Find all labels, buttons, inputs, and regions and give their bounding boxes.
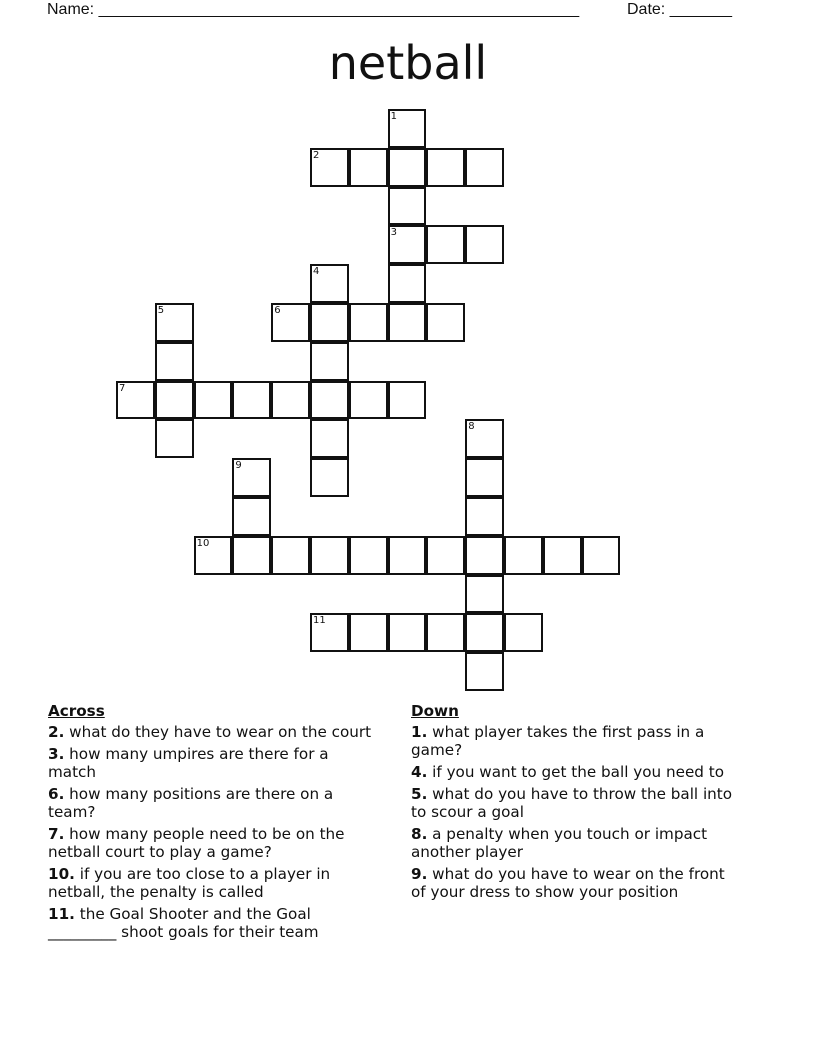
clue-number: 2 — [313, 149, 320, 161]
grid-cell[interactable] — [465, 652, 504, 691]
across-clue — [48, 745, 378, 781]
date-field[interactable]: Date: _______ — [627, 1, 732, 18]
down-clue — [411, 865, 741, 901]
clue-num: 11. — [48, 905, 75, 923]
across-clues — [48, 702, 378, 945]
grid-cell[interactable] — [388, 187, 427, 226]
grid-cell[interactable] — [310, 536, 349, 575]
grid-cell[interactable] — [465, 458, 504, 497]
clue-number: 1 — [390, 111, 397, 122]
grid-cell[interactable] — [465, 148, 504, 187]
grid-cell[interactable] — [232, 458, 271, 497]
clue-num: 10. — [48, 865, 75, 883]
grid-cell[interactable] — [310, 303, 349, 342]
grid-cell[interactable] — [388, 613, 427, 652]
clue-number: 10 — [196, 537, 210, 549]
clue-text: a penalty when you touch or impact another player — [411, 825, 708, 861]
grid-cell[interactable] — [582, 536, 621, 575]
grid-cell[interactable] — [271, 536, 310, 575]
clue-num: 3. — [48, 745, 65, 763]
grid-cell[interactable] — [388, 109, 427, 148]
grid-cell[interactable] — [465, 419, 504, 458]
grid-cell[interactable] — [426, 613, 465, 652]
clue-text: what do you have to wear on the front of your dress to show your position — [411, 865, 725, 901]
down-clues — [411, 702, 741, 905]
grid-cell[interactable] — [271, 381, 310, 420]
grid-cell[interactable] — [465, 225, 504, 264]
grid-cell[interactable] — [232, 497, 271, 536]
grid-cell[interactable] — [232, 536, 271, 575]
grid-cell[interactable] — [426, 148, 465, 187]
clue-text: if you are too close to a player in netball, the penalty is called — [48, 865, 331, 901]
clue-num: 2. — [48, 723, 65, 741]
clue-number: 4 — [313, 266, 320, 278]
across-heading: Across — [48, 702, 105, 720]
clue-num: 9. — [411, 865, 428, 883]
grid-cell[interactable] — [232, 381, 271, 420]
grid-cell[interactable] — [310, 264, 349, 303]
across-clue — [48, 825, 378, 861]
down-clue — [411, 785, 741, 821]
clue-text: the Goal Shooter and the Goal _________ shoot goals for their team — [48, 905, 319, 941]
grid-cell[interactable] — [349, 381, 388, 420]
grid-cell[interactable] — [349, 303, 388, 342]
clue-text: what player takes the first pass in a game? — [411, 723, 705, 759]
clue-text: how many people need to be on the netball court to play a game? — [48, 825, 345, 861]
grid-cell[interactable] — [388, 536, 427, 575]
grid-cell[interactable] — [349, 148, 388, 187]
clue-number: 8 — [468, 421, 475, 433]
grid-cell[interactable] — [310, 381, 349, 420]
clue-num: 4. — [411, 763, 428, 781]
grid-cell[interactable] — [116, 381, 155, 420]
clue-num: 5. — [411, 785, 428, 803]
name-field[interactable]: Name: ______________________________________________________ — [47, 1, 580, 18]
grid-cell[interactable] — [310, 342, 349, 381]
clue-num: 1. — [411, 723, 428, 741]
grid-cell[interactable] — [310, 613, 349, 652]
grid-cell[interactable] — [388, 148, 427, 187]
grid-cell[interactable] — [388, 381, 427, 420]
clue-number: 6 — [274, 305, 281, 316]
down-clue — [411, 723, 741, 759]
grid-cell[interactable] — [426, 303, 465, 342]
across-clue — [48, 723, 378, 741]
clue-num: 6. — [48, 785, 65, 803]
grid-cell[interactable] — [194, 381, 233, 420]
clue-number: 3 — [390, 227, 397, 239]
clue-number: 7 — [119, 382, 126, 394]
grid-cell[interactable] — [543, 536, 582, 575]
grid-cell[interactable] — [465, 536, 504, 575]
grid-cell[interactable] — [504, 613, 543, 652]
down-heading: Down — [411, 702, 459, 720]
grid-cell[interactable] — [155, 419, 194, 458]
clue-number: 5 — [157, 305, 165, 316]
grid-cell[interactable] — [465, 613, 504, 652]
across-clue — [48, 785, 378, 821]
clue-num: 7. — [48, 825, 65, 843]
grid-cell[interactable] — [155, 303, 194, 342]
clue-text: what do they have to wear on the court — [64, 723, 372, 741]
grid-cell[interactable] — [504, 536, 543, 575]
down-clue — [411, 825, 741, 861]
across-clue — [48, 905, 378, 941]
grid-cell[interactable] — [465, 497, 504, 536]
clue-text: if you want to get the ball you need to — [427, 763, 725, 781]
grid-cell[interactable] — [349, 536, 388, 575]
page-title: netball — [328, 36, 488, 90]
grid-cell[interactable] — [271, 303, 310, 342]
grid-cell[interactable] — [310, 458, 349, 497]
grid-cell[interactable] — [194, 536, 233, 575]
grid-cell[interactable] — [388, 264, 427, 303]
grid-cell[interactable] — [426, 225, 465, 264]
grid-cell[interactable] — [310, 419, 349, 458]
clue-num: 8. — [411, 825, 428, 843]
grid-cell[interactable] — [349, 613, 388, 652]
across-clue — [48, 865, 378, 901]
grid-cell[interactable] — [310, 148, 349, 187]
grid-cell[interactable] — [465, 575, 504, 614]
clue-number: 11 — [313, 615, 326, 627]
clue-number: 9 — [235, 460, 242, 472]
grid-cell[interactable] — [155, 342, 194, 381]
grid-cell[interactable] — [388, 303, 427, 342]
grid-cell[interactable] — [155, 381, 194, 420]
grid-cell[interactable] — [426, 536, 465, 575]
clue-text: what do you have to throw the ball into to scour a goal — [411, 785, 733, 821]
clue-text: how many umpires are there for a match — [48, 745, 329, 781]
grid-cell[interactable] — [388, 225, 427, 264]
clue-text: how many positions are there on a team? — [48, 785, 334, 821]
down-clue — [411, 763, 741, 781]
